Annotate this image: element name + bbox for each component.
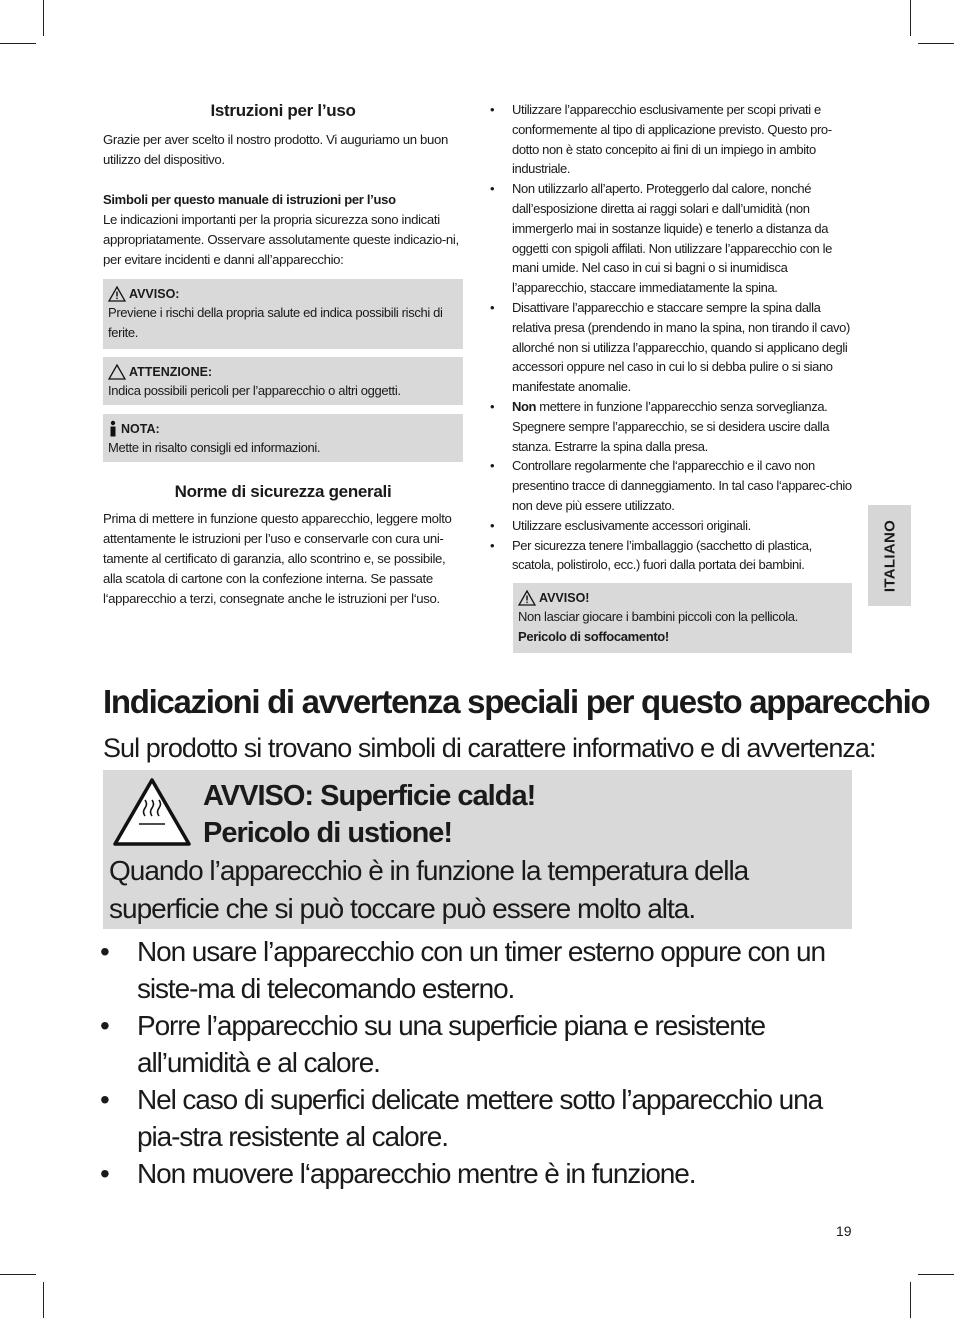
note-box-header: [108, 420, 457, 438]
hot-surface-warning-box: [103, 770, 852, 929]
warning-triangle-icon: [108, 286, 126, 302]
left-column: [103, 100, 463, 609]
crop-mark: [910, 0, 911, 36]
list-item: • Controllare regolarmente che l‘apparecchio e il cavo non presentino tracce di danneggiamento. In tal caso l‘apparec-chio non deve più essere utilizzato.: [490, 458, 852, 513]
suffocation-warning-label: AVVISO!: [539, 591, 590, 606]
language-tab: [868, 505, 911, 606]
list-item: • Porre l’apparecchio su una superficie piana e resistente all’umidità e al calore.: [103, 1007, 855, 1081]
suffocation-warning-strong: Pericolo di soffocamento!: [518, 629, 669, 645]
list-item: • Non muovere l‘apparecchio mentre è in funzione.: [103, 1155, 855, 1192]
list-item: • Non mettere in funzione l’apparecchio senza sorveglianza. Spegnere sempre l’apparecchio, se si desidera uscire dalla stanza. Estrarre la spina dalla presa.: [490, 398, 830, 454]
bullet-mark: •: [490, 458, 495, 474]
burn-danger-heading: Pericolo di ustione!: [203, 817, 453, 849]
hot-surface-icon: [111, 776, 193, 848]
bullet-mark: •: [490, 181, 495, 197]
list-item: • Per sicurezza tenere l’imballaggio (sacchetto di plastica, scatola, polistirolo, ecc.) fuori dalla portata dei bambini.: [490, 537, 812, 573]
bullet-mark: •: [100, 1084, 109, 1115]
section-title-instructions: Istruzioni per l’uso: [210, 101, 356, 120]
right-column: [490, 100, 852, 653]
suffocation-warning-text: Non lasciar giocare i bambini piccoli con la pellicola.: [518, 609, 798, 625]
hot-surface-text: Quando l’apparecchio è in funzione la temperatura della superficie che si può toccare può essere molto alta.: [109, 855, 749, 924]
list-item: • Utilizzare l’apparecchio esclusivamente per scopi privati e conformemente al tipo di applicazione previsto. Questo pro-dotto non è stato concepito ai fini di un impiego in ambito industriale.: [490, 102, 832, 177]
crop-mark: [43, 1282, 44, 1318]
warning-text: Previene i rischi della propria salute ed indica possibili rischi di ferite.: [108, 305, 443, 340]
list-item: • Non utilizzarlo all’aperto. Proteggerlo dal calore, nonché dall’esposizione diretta ai raggi solari e dall’umidità (non immergerlo mai in sostanze liquide) e tenerlo a distanza da oggetti con spigoli affilati. Non utilizzare l’apparecchio con le mani umide. Nel caso in cui si bagni o si inumidisca l’apparecchio, staccare immediatamente la spina.: [490, 181, 832, 296]
special-warnings-title: Indicazioni di avvertenza speciali per questo apparecchio: [103, 683, 930, 720]
warning-label: AVVISO:: [129, 287, 180, 301]
suffocation-warning-header: [518, 589, 846, 607]
bullet-mark: •: [490, 537, 495, 553]
section-title-safety: Norme di sicurezza generali: [174, 482, 392, 501]
bullet-mark: •: [490, 517, 495, 533]
suffocation-warning-box: [513, 583, 852, 653]
symbols-subtitle: Simboli per questo manuale di istruzioni per l’uso: [103, 192, 396, 207]
note-text: Mette in risalto consigli ed informazioni.: [108, 440, 321, 455]
crop-mark: [0, 1274, 36, 1275]
safety-bullet-list: [490, 100, 852, 575]
safety-paragraph: Prima di mettere in funzione questo apparecchio, leggere molto attentamente le istruzioni per l’uso e conservarle con cura uni-tamente al certificato di garanzia, allo scontrino e, se possibile, alla scatola di cartone con la confezione interna. Se passate l‘apparecchio a terzi, consegnate anche le istruzioni per l‘uso.: [103, 511, 452, 606]
symbols-paragraph: Le indicazioni importanti per la propria sicurezza sono indicati appropriatamente. Osservare assolutamente queste indicazio-ni, per evitare incidenti e danni all’apparecchio:: [103, 212, 459, 267]
warning-box-header: [108, 285, 457, 303]
caution-triangle-icon: [108, 364, 126, 380]
note-label: NOTA:: [121, 422, 160, 436]
crop-mark: [0, 43, 36, 44]
list-item: • Disattivare l’apparecchio e staccare sempre la spina dalla relativa presa (prendendo in mano la spina, non tirando il cavo) allorché non si utilizza l’apparecchio, quando si applicano degli accessori oppure nel caso in cui lo si debba pulire o si siano manifestate anomalie.: [490, 299, 850, 395]
warning-box: [103, 279, 463, 349]
hot-surface-heading: AVVISO: Superficie calda!: [203, 780, 536, 812]
attention-label: ATTENZIONE:: [129, 365, 213, 379]
crop-mark: [918, 43, 954, 44]
list-item: • Utilizzare esclusivamente accessori originali.: [490, 516, 852, 536]
attention-box: [103, 357, 463, 405]
crop-mark: [910, 1282, 911, 1318]
special-bullet-list: [100, 933, 855, 1192]
bullet-mark: •: [100, 1010, 109, 1041]
list-item: • Non usare l’apparecchio con un timer esterno oppure con un siste-ma di telecomando esterno.: [103, 933, 855, 1007]
attention-text: Indica possibili pericoli per l’apparecchio o altri oggetti.: [108, 383, 401, 398]
bullet-mark: •: [490, 398, 495, 414]
bullet-mark: •: [490, 299, 495, 315]
bullet-mark: •: [100, 936, 109, 967]
crop-mark: [918, 1274, 954, 1275]
list-item: • Nel caso di superfici delicate mettere sotto l’apparecchio una pia-stra resistente al calore.: [103, 1081, 855, 1155]
note-box: [103, 414, 463, 462]
info-icon: [108, 420, 118, 438]
attention-box-header: [108, 363, 457, 381]
bullet-mark: •: [490, 102, 495, 117]
language-tab-label: ITALIANO: [881, 519, 898, 592]
special-warnings-subtitle: Sul prodotto si trovano simboli di carattere informativo e di avvertenza:: [103, 733, 876, 763]
intro-paragraph: Grazie per aver scelto il nostro prodotto. Vi auguriamo un buon utilizzo del dispositivo.: [103, 132, 448, 167]
page-number: 19: [836, 1223, 852, 1239]
warning-triangle-icon: [518, 590, 536, 606]
crop-mark: [43, 0, 44, 36]
bullet-mark: •: [100, 1158, 109, 1189]
